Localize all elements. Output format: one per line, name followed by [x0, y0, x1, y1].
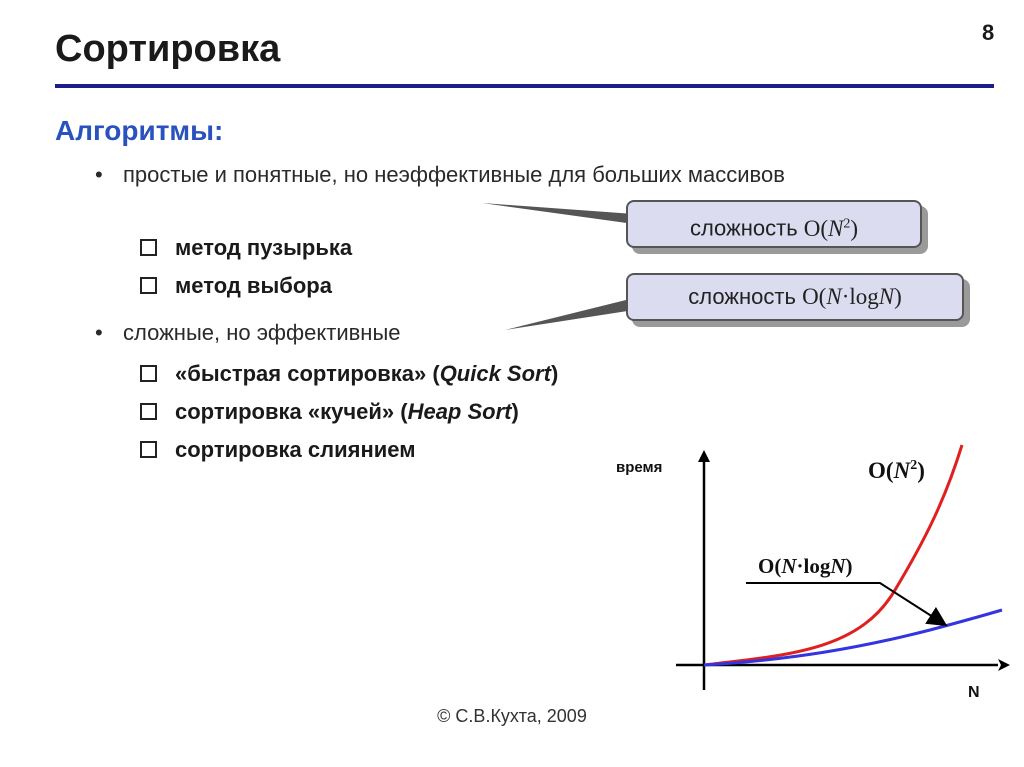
bullet-dot: • — [95, 320, 103, 345]
sub-item-text-em: Quick Sort — [439, 361, 551, 386]
bullet-dot: • — [95, 162, 103, 187]
slide-title: Сортировка — [55, 28, 281, 70]
series-n2-label: $O(N^2)$ — [868, 458, 925, 483]
math-var2: N — [878, 284, 895, 309]
sub-item-text-post: ) — [550, 361, 559, 386]
sub-item-text-pre: сортировка «кучей» ( — [175, 399, 408, 424]
y-axis-arrow-icon — [698, 450, 710, 462]
sub-item-text-post: ) — [511, 399, 519, 424]
series-nlogn-pointer — [746, 583, 944, 624]
callout-prefix: сложность — [689, 215, 804, 241]
math-post: ) — [894, 284, 902, 309]
math-sup: 2 — [843, 216, 851, 231]
series-nlogn-line — [704, 610, 1002, 665]
footer-copyright: © С.В.Кухта, 2009 — [437, 706, 587, 726]
sub-item-text-em: Heap Sort — [407, 399, 512, 424]
section-heading: Алгоритмы: — [55, 115, 224, 146]
x-axis-arrow-icon — [998, 659, 1010, 671]
sub-item-text: сортировка слиянием — [175, 437, 416, 462]
math-post: ) — [850, 215, 859, 241]
math-var: N — [828, 215, 844, 241]
page-number: 8 — [982, 20, 995, 45]
sub-item-text: метод пузырька — [175, 235, 353, 260]
callout-prefix: сложность — [688, 284, 803, 309]
bullet-complex-text: сложные, но эффективные — [123, 320, 401, 345]
math-dot: ·log — [841, 284, 879, 309]
x-axis-label: N — [968, 684, 980, 701]
math-pre: O( — [803, 215, 829, 241]
series-nlogn-label: O(N·logN) — [758, 554, 853, 578]
math-pre: O( — [802, 284, 827, 309]
sub-item-text-pre: «быстрая сортировка» ( — [175, 361, 440, 386]
bullet-simple-text: простые и понятные, но неэффективные для больших массивов — [123, 162, 785, 187]
sub-item-text: метод выбора — [175, 273, 332, 298]
y-axis-label: время — [616, 459, 663, 476]
math-var: N — [826, 284, 842, 309]
